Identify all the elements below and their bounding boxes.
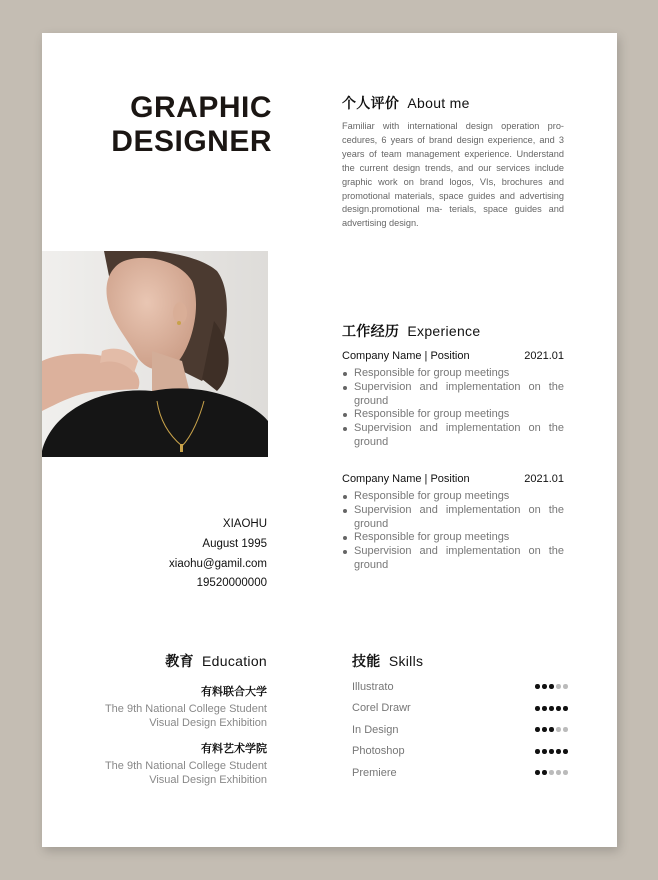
contact-birth: August 1995	[202, 537, 267, 550]
skill-dot-filled	[549, 706, 554, 711]
portrait-illustration	[42, 251, 268, 457]
skill-dot-empty	[563, 770, 568, 775]
skill-dot-empty	[563, 727, 568, 732]
skill-dot-filled	[542, 749, 547, 754]
contact-email: xiaohu@gamil.com	[169, 557, 267, 570]
experience-item: Responsible for group meetings	[342, 531, 564, 545]
skill-row	[352, 676, 568, 698]
skill-dot-filled	[556, 749, 561, 754]
resume-title	[111, 91, 272, 159]
education-heading-zh: 教育	[165, 653, 194, 669]
skill-dot-filled	[535, 727, 540, 732]
skill-level-dots	[535, 749, 568, 754]
skills-heading-zh: 技能	[352, 653, 381, 669]
skill-dot-empty	[556, 770, 561, 775]
skill-list	[352, 676, 568, 784]
education-heading	[37, 651, 267, 671]
skill-name: Corel Drawr	[352, 702, 411, 715]
education-desc-line: Visual Design Exhibition	[149, 774, 267, 786]
about-heading-zh: 个人评价	[342, 95, 400, 111]
education-school: 有料联合大学	[201, 686, 267, 698]
skill-dot-filled	[535, 770, 540, 775]
skills-heading-en: Skills	[388, 653, 424, 669]
resume-sheet	[42, 33, 617, 847]
contact-name: XIAOHU	[222, 518, 267, 530]
skill-dot-empty	[563, 684, 568, 689]
experience-item: Responsible for group meetings	[342, 367, 564, 381]
contact-phone: 19520000000	[196, 577, 267, 590]
experience-entry	[342, 473, 564, 573]
education-description	[37, 702, 267, 730]
skill-level-dots	[535, 727, 568, 732]
experience-item: Supervision and implementation on the ground	[342, 545, 564, 573]
skill-dot-empty	[556, 684, 561, 689]
skill-dot-filled	[549, 727, 554, 732]
skill-dot-filled	[556, 706, 561, 711]
experience-item: Supervision and implementation on the ground	[342, 422, 564, 450]
skill-name: Illustrato	[352, 680, 394, 693]
skill-dot-filled	[549, 684, 554, 689]
experience-item: Responsible for group meetings	[342, 408, 564, 422]
profile-photo	[42, 251, 268, 457]
education-desc-line: The 9th National College Student	[104, 703, 267, 715]
education-desc-line: Visual Design Exhibition	[149, 717, 267, 729]
title-line-2: DESIGNER	[111, 125, 272, 158]
experience-item: Responsible for group meetings	[342, 490, 564, 504]
skill-name: In Design	[352, 723, 399, 736]
skill-row	[352, 698, 568, 720]
education-school: 有料艺术学院	[201, 743, 267, 755]
skill-row	[352, 762, 568, 784]
skill-level-dots	[535, 770, 568, 775]
skill-dot-filled	[542, 684, 547, 689]
skill-dot-filled	[535, 749, 540, 754]
skill-dot-filled	[535, 706, 540, 711]
title-line-1: GRAPHIC	[130, 91, 272, 124]
experience-heading-zh: 工作经历	[342, 323, 400, 339]
experience-heading-en: Experience	[407, 323, 481, 339]
skill-dot-empty	[549, 770, 554, 775]
education-description	[37, 759, 267, 787]
skill-row	[352, 741, 568, 763]
experience-heading	[342, 321, 480, 341]
experience-company: Company Name | Position	[342, 473, 470, 485]
skill-level-dots	[535, 706, 568, 711]
skill-dot-filled	[542, 706, 547, 711]
experience-item: Supervision and implementation on the ground	[342, 381, 564, 409]
education-heading-en: Education	[202, 653, 267, 669]
experience-item: Supervision and implementation on the ground	[342, 504, 564, 532]
skill-dot-filled	[542, 770, 547, 775]
education-section	[37, 651, 267, 787]
skill-dot-empty	[556, 727, 561, 732]
skill-row	[352, 719, 568, 741]
experience-date: 2021.01	[524, 473, 564, 485]
contact-info	[169, 515, 267, 594]
experience-entry	[342, 350, 564, 450]
skill-dot-filled	[535, 684, 540, 689]
skill-dot-filled	[563, 749, 568, 754]
about-heading	[342, 93, 470, 113]
about-text: Familiar with international design operation pro- cedures, 6 years of brand design experience, and 3 years of team management experience. Understand the current design trends, and our services include graphic work on brand logos, VIs, brochures and promotional materials, space guides and advertising design.promotional ma- terials, space guides and advertising design.	[342, 121, 564, 229]
about-heading-en: About me	[407, 95, 470, 111]
skill-dot-filled	[549, 749, 554, 754]
skill-level-dots	[535, 684, 568, 689]
skill-name: Premiere	[352, 766, 397, 779]
skills-section	[352, 651, 568, 784]
skill-name: Photoshop	[352, 745, 405, 758]
experience-date: 2021.01	[524, 350, 564, 362]
skills-heading	[352, 651, 568, 671]
skill-dot-filled	[542, 727, 547, 732]
experience-company: Company Name | Position	[342, 350, 470, 362]
education-desc-line: The 9th National College Student	[104, 760, 267, 772]
skill-dot-filled	[563, 706, 568, 711]
